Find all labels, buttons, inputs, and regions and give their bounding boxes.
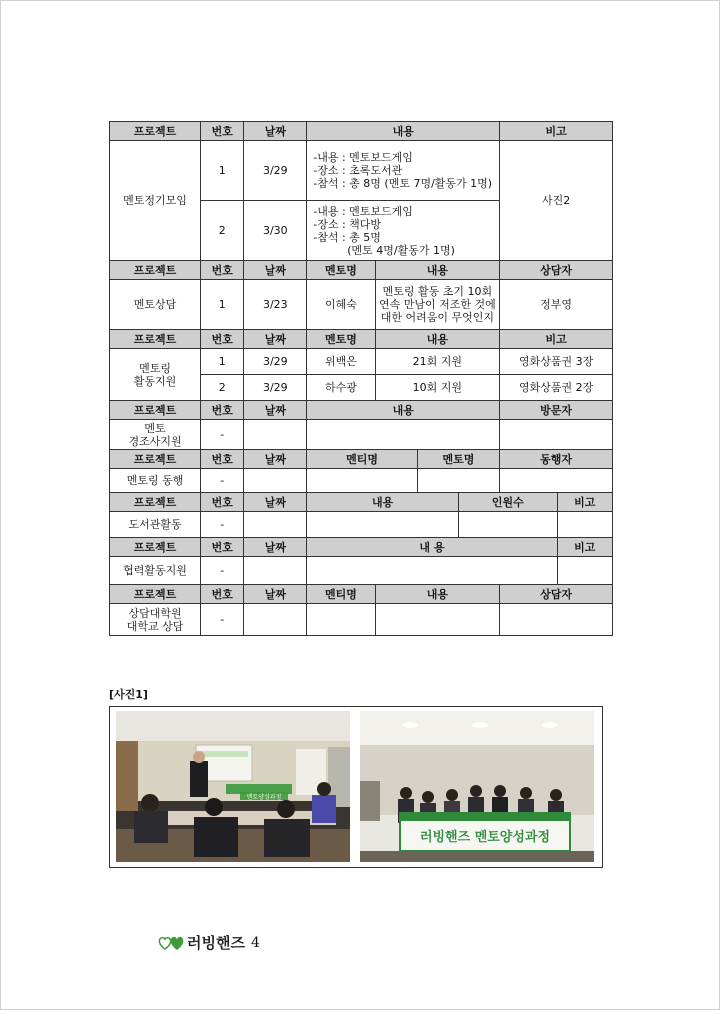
table-cell: - [201, 512, 244, 538]
table-cell: 내 용 [307, 538, 557, 557]
table-cell: 날짜 [244, 493, 307, 512]
table-row [110, 557, 613, 585]
table-cell: -내용 : 멘토보드게임 -장소 : 책다방 -참석 : 총 5명 (멘토 4명/활동가 1명) [307, 201, 500, 261]
table-row [110, 349, 613, 375]
table-cell: 멘토 경조사지원 [110, 420, 201, 450]
table-cell: 비고 [500, 330, 613, 349]
table-cell: 번호 [201, 493, 244, 512]
table-cell: 번호 [201, 450, 244, 469]
table-cell: 1 [201, 349, 244, 375]
table-cell: 영화상품권 2장 [500, 375, 613, 401]
table-cell [244, 469, 307, 493]
table-cell: 멘토명 [307, 261, 375, 280]
table-cell: 프로젝트 [110, 330, 201, 349]
table-cell: - [201, 557, 244, 585]
table-cell [307, 469, 418, 493]
table-cell: -내용 : 멘토보드게임 -장소 : 초록도서관 -참석 : 총 8명 (멘토 7명/활동가 1명) [307, 141, 500, 201]
table-cell: 내용 [375, 330, 500, 349]
table-cell: 내용 [307, 493, 459, 512]
section4-header [110, 401, 613, 420]
table-cell: - [201, 469, 244, 493]
table-cell: 프로젝트 [110, 493, 201, 512]
table-cell: 멘토상담 [110, 280, 201, 330]
table-cell: 비고 [557, 493, 612, 512]
table-cell: 멘토명 [307, 330, 375, 349]
table-cell: 방문자 [500, 401, 613, 420]
table-cell: 번호 [201, 401, 244, 420]
table-cell: 상담대학원 대학교 상담 [110, 604, 201, 636]
table-cell: 도서관활동 [110, 512, 201, 538]
section1-header [110, 122, 613, 141]
section3-header [110, 330, 613, 349]
table-cell: 프로젝트 [110, 401, 201, 420]
table-cell: 번호 [201, 585, 244, 604]
table-cell [500, 420, 613, 450]
table-cell: 상담자 [500, 585, 613, 604]
table-cell [244, 604, 307, 636]
table-cell: 인원수 [458, 493, 557, 512]
table-cell: 21회 지원 [375, 349, 500, 375]
table-cell: 멘토명 [417, 450, 499, 469]
table-cell: 프로젝트 [110, 122, 201, 141]
table-cell: 번호 [201, 122, 244, 141]
table-cell [557, 512, 612, 538]
table-cell: 번호 [201, 538, 244, 557]
table-cell: 하수광 [307, 375, 375, 401]
table-cell: 날짜 [244, 261, 307, 280]
brand-name: 러빙핸즈 [187, 934, 245, 952]
photo-box [109, 706, 603, 868]
table-cell: 3/29 [244, 349, 307, 375]
table-cell: 날짜 [244, 122, 307, 141]
table-cell: 영화상품권 3장 [500, 349, 613, 375]
table-cell [500, 604, 613, 636]
table-cell: 프로젝트 [110, 261, 201, 280]
table-cell: 3/23 [244, 280, 307, 330]
photo1-banner-text: 멘토양성과정 [246, 794, 282, 801]
table-row [110, 280, 613, 330]
table-cell [557, 557, 612, 585]
table-cell [458, 512, 557, 538]
table-cell: 위백은 [307, 349, 375, 375]
table-cell: 날짜 [244, 450, 307, 469]
table-cell: 번호 [201, 261, 244, 280]
table-cell: 3/30 [244, 201, 307, 261]
table-cell: - [201, 604, 244, 636]
table-cell: 3/29 [244, 141, 307, 201]
table-row [110, 604, 613, 636]
section7-header [110, 538, 613, 557]
table-cell: 내용 [307, 122, 500, 141]
table-row [110, 141, 613, 201]
table-cell [417, 469, 499, 493]
table-cell: 1 [201, 280, 244, 330]
table-cell: 멘토링 동행 [110, 469, 201, 493]
table-cell [244, 420, 307, 450]
section5-header [110, 450, 613, 469]
table-cell: 멘토링 활동 초기 10회 연속 만남이 저조한 것에 대한 어려움이 무엇인지 [375, 280, 500, 330]
table-row [110, 420, 613, 450]
table-cell: 이혜숙 [307, 280, 375, 330]
table-cell: 멘토링 활동지원 [110, 349, 201, 401]
activity-table [109, 121, 613, 636]
table-cell: 번호 [201, 330, 244, 349]
table-cell: 비고 [500, 122, 613, 141]
meeting-photo-1 [116, 711, 350, 862]
table-cell [244, 512, 307, 538]
section8-header [110, 585, 613, 604]
table-row [110, 469, 613, 493]
photo-caption: [사진1] [109, 688, 148, 701]
table-cell: 내용 [307, 401, 500, 420]
table-cell [307, 604, 375, 636]
table-cell: 내용 [375, 261, 500, 280]
section6-header [110, 493, 613, 512]
table-cell: 날짜 [244, 538, 307, 557]
table-cell: 정부영 [500, 280, 613, 330]
table-cell: 프로젝트 [110, 450, 201, 469]
table-cell: 멘티명 [307, 450, 418, 469]
table-cell: 날짜 [244, 330, 307, 349]
table-cell: 2 [201, 375, 244, 401]
table-cell: 협력활동지원 [110, 557, 201, 585]
table-cell: 상담자 [500, 261, 613, 280]
table-cell: 동행자 [500, 450, 613, 469]
table-cell: 1 [201, 141, 244, 201]
table-cell: 프로젝트 [110, 538, 201, 557]
photo2-banner-text: 러빙핸즈 멘토양성과정 [419, 830, 551, 845]
table-cell [500, 469, 613, 493]
table-cell: 날짜 [244, 401, 307, 420]
table-cell: 3/29 [244, 375, 307, 401]
table-cell: 내용 [375, 585, 500, 604]
project-cell: 멘토정기모임 [110, 141, 201, 261]
table-cell: 멘티명 [307, 585, 375, 604]
table-cell: 프로젝트 [110, 585, 201, 604]
table-cell [307, 557, 557, 585]
table-cell [375, 604, 500, 636]
table-cell [307, 420, 500, 450]
table-cell: - [201, 420, 244, 450]
table-cell: 비고 [557, 538, 612, 557]
table-cell [244, 557, 307, 585]
table-cell: 날짜 [244, 585, 307, 604]
table-row [110, 512, 613, 538]
table-cell: 2 [201, 201, 244, 261]
footer [157, 932, 260, 953]
table-cell: 10회 지원 [375, 375, 500, 401]
section2-header [110, 261, 613, 280]
page-number: 4 [250, 934, 260, 951]
brand-logo-icon [157, 934, 187, 952]
table-cell: 사진2 [500, 141, 613, 261]
meeting-photo-2 [360, 711, 594, 862]
table-cell [307, 512, 459, 538]
